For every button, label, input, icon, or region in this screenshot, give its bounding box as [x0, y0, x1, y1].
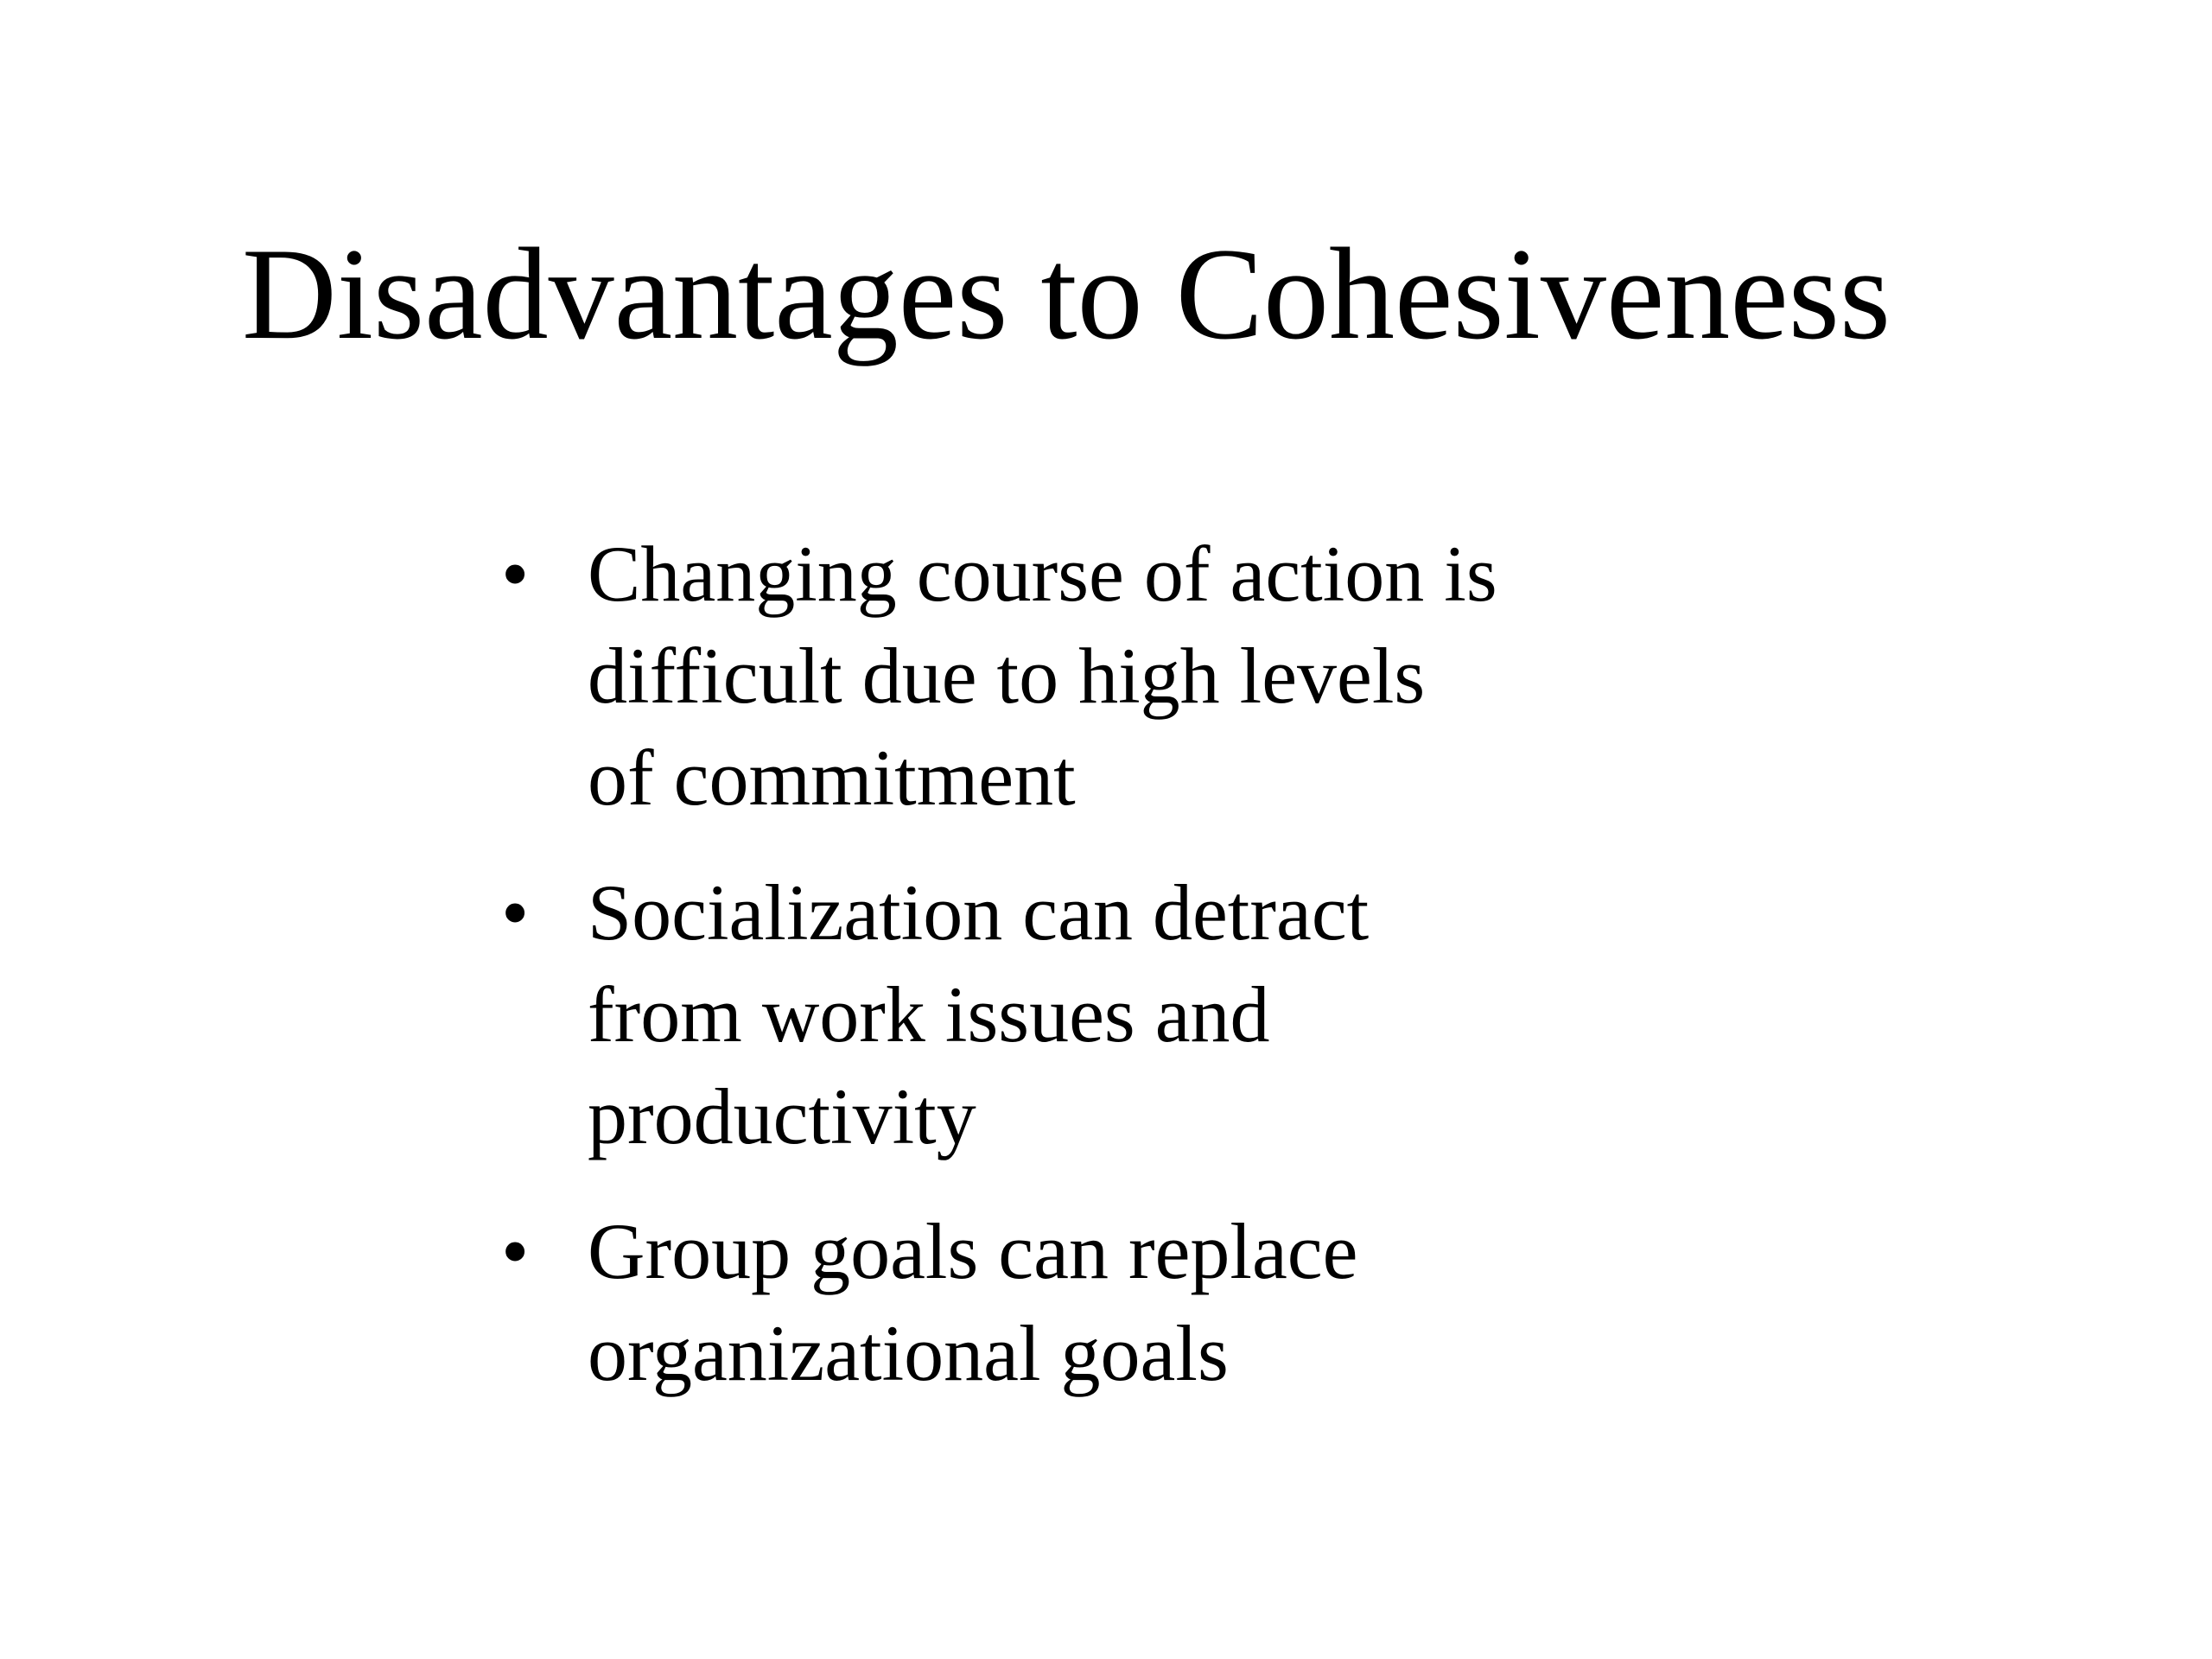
bullet-icon: •	[501, 530, 530, 618]
bullet-line: Socialization can detract	[588, 868, 1370, 957]
bullet-line: of commitment	[588, 734, 1076, 822]
bullet-text	[588, 861, 1676, 1167]
bullet-icon: •	[501, 1207, 530, 1295]
bullet-line: difficult due to high levels	[588, 632, 1426, 720]
bullet-item	[501, 861, 1676, 1167]
slide-title: Disadvantages to Cohesiveness	[242, 221, 1891, 366]
bullet-text	[588, 523, 1676, 829]
bullet-item	[501, 523, 1676, 829]
bullet-item	[501, 1200, 1676, 1404]
bullet-line: organizational goals	[588, 1309, 1229, 1397]
bullet-line: productivity	[588, 1072, 976, 1160]
bullet-line: Changing course of action is	[588, 530, 1497, 618]
bullet-text	[588, 1200, 1676, 1404]
bullet-icon: •	[501, 868, 530, 957]
bullet-list	[501, 523, 1676, 1437]
bullet-line: from work issues and	[588, 970, 1270, 1058]
bullet-line: Group goals can replace	[588, 1207, 1358, 1295]
